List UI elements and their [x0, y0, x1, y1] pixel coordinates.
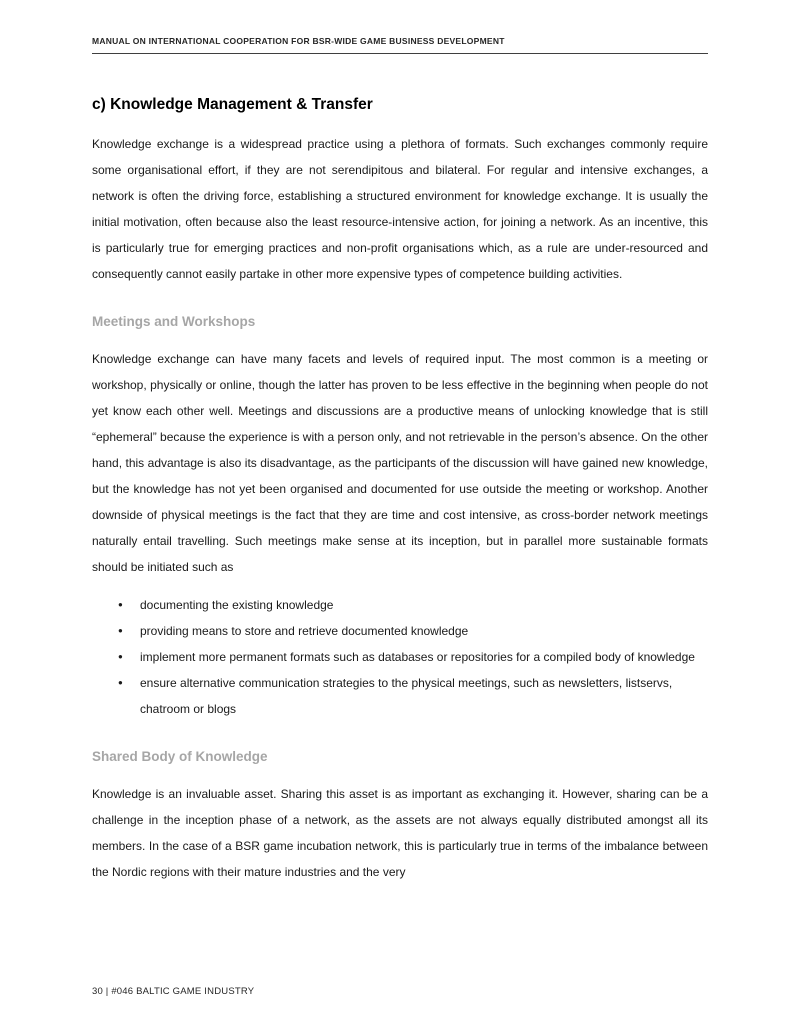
list-item [118, 670, 708, 722]
intro-paragraph: Knowledge exchange is a widespread practice using a plethora of formats. Such exchanges commonly require some organisational effort, if they are not serendipitous and bilateral. For regular and intensive exchanges, a network is often the driving force, establishing a structured environment for knowledge exchange. It is usually the initial motivation, often because also the least resource-intensive action, for joining a network. As an incentive, this is particularly true for emerging practices and non-profit organisations which, as a rule are under-resourced and consequently cannot easily partake in other more expensive types of competence building activities. [92, 137, 708, 281]
bullet-icon: ● [118, 626, 123, 635]
bullet-icon: ● [118, 678, 123, 687]
bullet-text: providing means to store and retrieve documented knowledge [140, 624, 469, 638]
bullet-icon: ● [118, 600, 123, 609]
page-header: MANUAL ON INTERNATIONAL COOPERATION FOR BSR-WIDE GAME BUSINESS DEVELOPMENT [92, 36, 708, 54]
list-item [118, 618, 708, 644]
list-item [118, 644, 708, 670]
bullet-text: documenting the existing knowledge [140, 598, 334, 612]
meetings-paragraph: Knowledge exchange can have many facets and levels of required input. The most common is a meeting or workshop, physically or online, though the latter has proven to be less effective in the beginning when people do not yet know each other well. Meetings and discussions are a productive means of unlocking knowledge that is still “ephemeral” because the experience is with a person only, and not retrievable in the person’s absence. On the other hand, this advantage is also its disadvantage, as the participants of the discussion will have gained new knowledge, but the knowledge has not yet been organised and documented for use outside the meeting or workshop. Another downside of physical meetings is the fact that they are time and cost intensive, as cross-border network meetings naturally entail travelling. Such meetings make sense at its inception, but in parallel more sustainable formats should be initiated such as [92, 352, 708, 574]
bullet-text: ensure alternative communication strategies to the physical meetings, such as newsletters, listservs, chatroom or blogs [140, 676, 673, 716]
subheading-shared-body-of-knowledge: Shared Body of Knowledge [92, 749, 268, 764]
subheading-meetings-and-workshops: Meetings and Workshops [92, 314, 256, 329]
list-item [118, 592, 708, 618]
bullet-text: implement more permanent formats such as databases or repositories for a compiled body of knowledge [140, 650, 695, 664]
bullet-icon: ● [118, 652, 123, 661]
shared-body-paragraph: Knowledge is an invaluable asset. Sharing this asset is as important as exchanging it. However, sharing can be a challenge in the inception phase of a network, as the assets are not always equally distributed amongst all its members. In the case of a BSR game incubation network, this is particularly true in terms of the imbalance between the Nordic regions with their mature industries and the very [92, 787, 708, 879]
page-footer: 30 | #046 BALTIC GAME INDUSTRY [92, 986, 255, 997]
section-title: c) Knowledge Management & Transfer [92, 96, 373, 113]
bullet-list [92, 592, 708, 722]
